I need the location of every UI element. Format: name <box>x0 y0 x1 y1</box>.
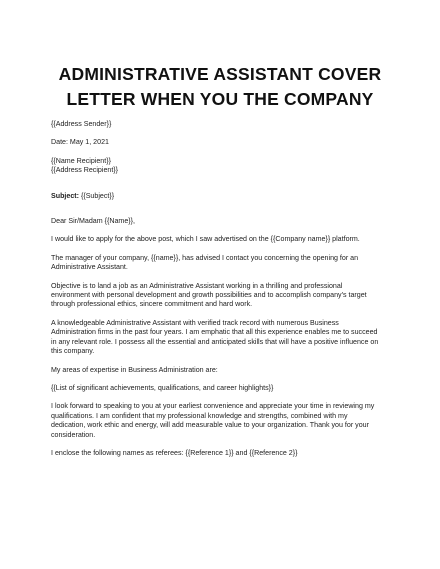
paragraph-line: Objective is to land a job as an Administrative Assistant working in a thrilling and professional <box>51 281 343 290</box>
paragraph-objective <box>51 282 396 310</box>
paragraph-line: A knowledgeable Administrative Assistant with verified track record with numerous Business <box>51 318 339 327</box>
paragraph-achievements <box>51 384 396 393</box>
letter-body <box>51 120 396 458</box>
subject-label: Subject: <box>51 191 79 200</box>
subject-value: {{Subject}} <box>78 191 115 200</box>
title-line-1: ADMINISTRATIVE ASSISTANT COVER <box>58 64 382 84</box>
paragraph-line: qualifications. I am confident that my professional knowledge and strengths, combined with my <box>51 411 348 420</box>
paragraph-closing <box>51 402 396 440</box>
paragraph-line: I look forward to speaking to you at your earliest convenience and appreciate your time in reviewing my <box>51 402 375 411</box>
paragraph-line: this company. <box>51 347 95 356</box>
paragraph-apply <box>51 235 396 244</box>
paragraph-line: The manager of your company, {{name}}, has advised I contact you concerning the opening for an <box>51 253 359 262</box>
title-line-2: LETTER WHEN YOU THE COMPANY <box>66 89 374 109</box>
paragraph-manager <box>51 254 396 273</box>
letter-date: Date: May 1, 2021 <box>51 138 109 147</box>
salutation: Dear Sir/Madam {{Name}}, <box>51 217 135 226</box>
paragraph-line: Administrative Assistant. <box>51 263 128 272</box>
document-title <box>0 62 440 112</box>
paragraph-line: dedication, work ethic and energy, will add measurable value to your organization. Thank you for your <box>51 421 369 430</box>
paragraph-line: I would like to apply for the above post, which I saw advertised on the {{Company name}} platform. <box>51 235 360 244</box>
paragraph-referees <box>51 449 396 458</box>
paragraph-expertise <box>51 366 396 375</box>
sender-address: {{Address Sender}} <box>51 120 112 128</box>
paragraph-line: environment with personal development and growth possibilities and to accomplish company's target <box>51 291 367 300</box>
paragraph-line: {{List of significant achievements, qualifications, and career highlights}} <box>51 383 274 392</box>
paragraph-line: in any relevant role. I possess all the essential and anticipated skills that will have a positive influence on <box>51 337 379 346</box>
paragraph-line: through professional ethics, sincere commitment and hard work. <box>51 300 253 309</box>
paragraph-line: consideration. <box>51 430 96 439</box>
recipient-address: {{Address Recipient}} <box>51 166 119 175</box>
paragraph-line: My areas of expertise in Business Administration are: <box>51 365 218 374</box>
subject-line <box>51 192 396 201</box>
paragraph-line: I enclose the following names as referees: {{Reference 1}} and {{Reference 2}} <box>51 448 298 457</box>
paragraph-experience <box>51 319 396 357</box>
paragraph-line: Administration firms in the past four years. I am emphatic that all this experience enables me to succeed <box>51 328 378 337</box>
recipient-name: {{Name Recipient}} <box>51 156 111 165</box>
